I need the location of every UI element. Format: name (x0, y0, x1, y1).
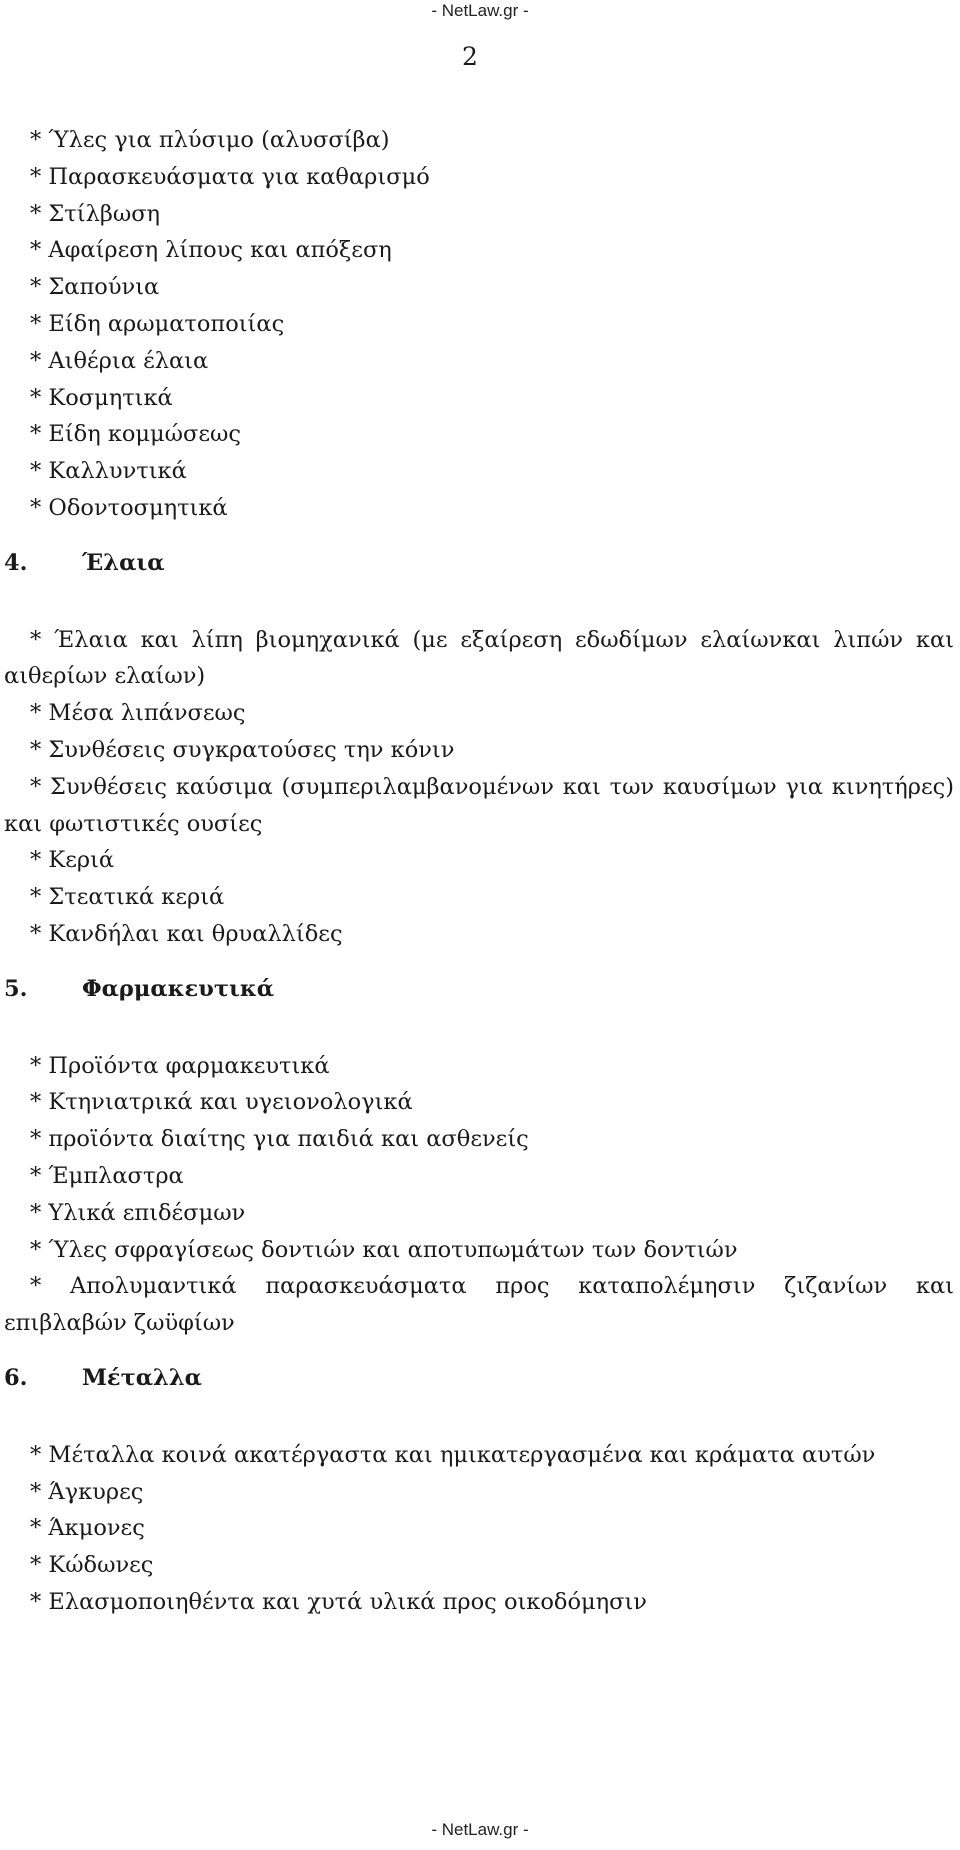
section-6-list (4, 1437, 954, 1621)
list-item: * Κοσμητικά (30, 384, 173, 411)
list-item: * Κτηνιατρικά και υγειονολογικά (30, 1089, 413, 1116)
section-4-heading (4, 545, 954, 582)
page-header: - NetLaw.gr - (431, 1, 529, 20)
list-item: * Στεατικά κεριά (30, 884, 225, 911)
list-item: * προϊόντα διαίτης για παιδιά και ασθενείς (30, 1126, 529, 1153)
list-item: * Ελασμοποιηθέντα και χυτά υλικά προς οικοδόμησιν (30, 1588, 647, 1615)
section-6-heading (4, 1360, 954, 1397)
section-title: Μέταλλα (82, 1364, 202, 1391)
list-item: * Καλλυντικά (30, 458, 187, 485)
page-footer: - NetLaw.gr - (431, 1820, 529, 1839)
list-item: * Κανδήλαι και θρυαλλίδες (30, 920, 343, 947)
list-item: * Αιθέρια έλαια (30, 347, 209, 374)
list-item (4, 1437, 954, 1474)
section-title: Φαρμακευτικά (82, 975, 275, 1002)
list-item: * Συνθέσεις συγκρατούσες την κόνιν (30, 736, 455, 763)
section-number: 6. (4, 1364, 28, 1391)
section-title: Έλαια (82, 549, 165, 576)
list-item (4, 622, 954, 696)
list-item: * Είδη κομμώσεως (30, 421, 241, 448)
list-item: * Στίλβωση (30, 200, 161, 227)
list-item: * Υλικά επιδέσμων (30, 1199, 246, 1226)
list-item-text: * Συνθέσεις καύσιμα (συμπεριλαμβανομένων και των καυσίμων για κινητήρες) και φωτιστικές ουσίες (4, 773, 954, 837)
section-number: 4. (4, 549, 28, 576)
list-item: * Σαπούνια (30, 274, 160, 301)
section-5-list (4, 1048, 954, 1342)
section-3-list (4, 122, 954, 527)
list-item: * Μέσα λιπάνσεως (30, 700, 246, 727)
list-item: * Έμπλαστρα (30, 1162, 184, 1189)
list-item: * Είδη αρωματοποιίας (30, 310, 285, 337)
list-item: * Ύλες σφραγίσεως δοντιών και αποτυπωμάτων των δοντιών (30, 1236, 738, 1263)
list-item-text: * Μέταλλα κοινά ακατέργαστα και ημικατεργασμένα και κράματα αυτών (30, 1441, 876, 1468)
list-item: * Αφαίρεση λίπους και απόξεση (30, 237, 392, 264)
list-item: * Άγκυρες (30, 1478, 144, 1505)
list-item: * Παρασκευάσματα για καθαρισμό (30, 163, 430, 190)
section-number: 5. (4, 975, 28, 1002)
section-4-list (4, 622, 954, 953)
list-item: * Οδοντοσμητικά (30, 494, 228, 521)
list-item: * Κώδωνες (30, 1552, 154, 1579)
page-number: 2 (462, 42, 478, 71)
list-item: * Κεριά (30, 847, 115, 874)
list-item: * Προϊόντα φαρμακευτικά (30, 1052, 330, 1079)
list-item (4, 1268, 954, 1342)
list-item: * Ύλες για πλύσιμο (αλυσσίβα) (30, 127, 390, 153)
list-item (4, 769, 954, 843)
document-body (4, 122, 954, 1621)
list-item: * Άκμονες (30, 1515, 145, 1542)
section-5-heading (4, 971, 954, 1008)
list-item-text: * Έλαια και λίπη βιομηχανικά (με εξαίρεση εδωδίμων ελαίωνκαι λιπών και αιθερίων ελαίων) (4, 626, 954, 690)
list-item-text: * Απολυμαντικά παρασκευάσματα προς καταπολέμησιν ζιζανίων και επιβλαβών ζωϋφίων (4, 1273, 954, 1337)
